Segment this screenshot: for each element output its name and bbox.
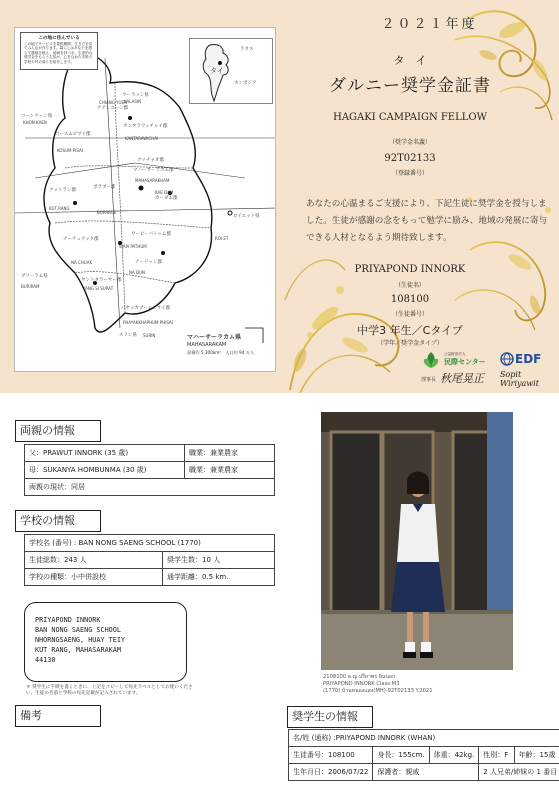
certificate-country: タ イ	[393, 54, 427, 67]
commute-distance-cell: 通学距離：0.5 km.	[163, 569, 275, 586]
age-cell: 年齢：15歳	[514, 747, 559, 764]
table-row	[25, 479, 275, 496]
photo-caption	[323, 674, 523, 695]
org-caption: 公益財団法人	[444, 352, 466, 356]
remarks-section-header: 備考	[15, 705, 101, 727]
map-label-kutrang: クットラン郡	[49, 188, 76, 193]
certificate-panel	[0, 0, 559, 393]
address-line: BAN NONG SAENG SCHOOL	[35, 626, 121, 634]
map-label-mahasarakham: マハーサーラカム郡	[133, 168, 174, 173]
certificate-year: ２０２１年度	[381, 17, 478, 32]
map-label-chiangyuen-en: CHIANG YUEN	[99, 100, 127, 105]
school-name-cell: 学校名 (番号) : BAN NONG SAENG SCHOOL (1770)	[25, 535, 275, 552]
campaign-name: HAGAKI CAMPAIGN FELLOW	[333, 112, 487, 123]
map-label-khonkaen-en: KHON KAEN	[23, 120, 47, 125]
map-label-kaedam-en: KAE DAM	[155, 190, 174, 195]
address-line: PRIYAPOND INNORK	[35, 616, 101, 624]
map-label-chiangyuen: チアンユーン郡	[97, 106, 129, 111]
mother-job-cell: 職業：兼業農家	[185, 462, 275, 479]
student-photo-image	[321, 412, 513, 670]
student-number: 108100	[390, 294, 430, 305]
map-label-buriram-en: BURIRAM	[21, 284, 40, 289]
parents-table	[24, 444, 275, 496]
sex-cell: 性別：F	[479, 747, 514, 764]
table-row	[25, 445, 275, 462]
inset-label-laos: ラオス	[240, 47, 254, 52]
map-label-roiet: ロイエット県	[233, 214, 260, 219]
map-label-kalasin-en: KALASIN	[124, 99, 142, 104]
map-label-kantarawichai: カンタラウィチャイ郡	[123, 124, 168, 129]
map-label-mahasarakham-en: MAHASARAKHAM	[135, 178, 170, 183]
birthdate-cell: 生年月日：2006/07/22	[289, 764, 373, 781]
mailing-address-label	[24, 602, 187, 682]
school-table	[24, 534, 275, 586]
height-cell: 身長：155cm.	[373, 747, 429, 764]
map-label-kutrang-en: KUT RANG	[49, 206, 70, 211]
inset-label-thailand: タイ	[210, 67, 224, 75]
student-table	[288, 729, 559, 781]
chairman-signature: 秋尾晃正	[440, 372, 484, 385]
table-row	[25, 535, 275, 552]
map-legend-body: この地でサービスを提供期間、生き方を見てみんなが作ります。暮らしはあなたを感じて農地を植え、地域を持つ水。生産的な奨学金をもらう生徒が、心を込めた手紙で学校や村の周りを紹介します。	[24, 42, 93, 64]
photo-caption-line: 2108100 ด.ญ.ปรียาพร อินนอก	[323, 674, 396, 680]
table-row	[289, 747, 559, 764]
father-job-cell: 職業：兼業農家	[185, 445, 275, 462]
student-name: PRIYAPOND INNORK	[354, 264, 466, 275]
map-label-borabue: ボラブー郡	[93, 185, 116, 190]
school-type-cell: 学校の種類：小中併設校	[25, 569, 163, 586]
edf-logo-text: EDF	[515, 352, 542, 366]
map-label-kalasin: ウーラッン県	[122, 93, 149, 98]
map-label-surin-en: SURIN	[143, 333, 156, 338]
guardian-cell: 保護者：親戚	[373, 764, 479, 781]
map-label-nachuak: ナーチュアック郡	[63, 237, 99, 242]
map-label-kosumpisai-en: KOSUM PISAI	[57, 148, 83, 153]
map-label-phayakkhaphum: パヤッカプームピサイ郡	[121, 306, 171, 311]
edf-signature: Sopit Wiriyawit	[500, 370, 539, 388]
table-row	[289, 764, 559, 781]
address-line: 44130	[35, 656, 56, 664]
map-label-kantarawichai-en: KANTARAWICHAI	[125, 136, 159, 141]
table-row	[25, 569, 275, 586]
student-name-cell: 名/姓 (通称) :PRIYAPOND INNORK (WHAN)	[289, 730, 559, 747]
map-legend-box	[20, 32, 98, 70]
total-students-cell: 生徒総数：243 人	[25, 552, 163, 569]
org-leaf-logo-icon	[421, 350, 441, 370]
map-label-kaedam: カーダム郡	[155, 196, 178, 201]
address-line: NHORNGSAENG, HUAY TEIY	[35, 636, 126, 644]
map-label-wapipathum-en: WAPI PATHUM	[119, 244, 147, 249]
map-label-roiet-en: ROI ET	[215, 236, 229, 241]
student-number-cell: 生徒番号：108100	[289, 747, 373, 764]
student-number-caption: （生徒番号）	[391, 311, 428, 318]
grade-type-caption: （学年／奨学金タイプ）	[377, 340, 443, 347]
student-name-caption: （生徒名）	[394, 282, 425, 289]
photo-caption-line: PRIYAPOND INNORK Class:M3	[323, 681, 400, 687]
address-line: KUT RANG, MAHASARAKAM	[35, 646, 121, 654]
map-province-stats: 面積約 5,300km² 人口約 94 万人	[187, 350, 255, 355]
inset-label-cambodia: カンボジア	[234, 81, 257, 86]
map-label-kutchao: クッチャオ郡	[137, 158, 164, 163]
map-label-yangsisurat-en: YANG SI SURAT	[83, 286, 114, 291]
scholars-count-cell: 奨学生数：10 人	[163, 552, 275, 569]
registration-number: 92T02133	[384, 153, 436, 164]
map-label-nachuak-en: NA CHUAK	[71, 260, 93, 265]
map-label-yangsisurat: ヤントタラーサー郡	[81, 278, 122, 283]
siblings-cell: 2 人兄弟/姉妹の 1 番目	[479, 764, 559, 781]
thailand-inset-map	[189, 38, 273, 104]
map-label-phayakkhaphum-en: PHAYAKKHAPHUM PHISAI	[123, 320, 173, 325]
school-section-header: 学校の情報	[15, 510, 101, 532]
table-row	[25, 462, 275, 479]
registration-caption: （登録番号）	[391, 170, 428, 177]
scholarship-name-caption: （奨学金名義）	[388, 139, 431, 146]
org-name: 民際センター	[444, 358, 486, 366]
table-row	[289, 730, 559, 747]
photo-caption-line: (1770) บ้านหนองแสง(MH)-92T02133 Y.2021	[323, 688, 433, 694]
parents-status-cell: 両親の現状：同居	[25, 479, 275, 496]
grade-type: 中学3 年生／Cタイプ	[357, 324, 463, 337]
student-photo	[321, 412, 513, 670]
map-province-name-en: MAHASARAKAM	[187, 342, 227, 348]
map-label-borabue-en: BORABUE	[97, 210, 117, 215]
province-map	[14, 27, 276, 372]
certificate-title: ダルニー奨学金証書	[329, 76, 491, 96]
parents-section-header: 両親の情報	[15, 420, 101, 442]
address-note: ＊ 奨学生に手紙を書くときに、上記をコピーして宛先ラベルとしてお使いください。生徒の名前と学校の宛先記載が記入されています。	[26, 685, 193, 696]
table-row	[25, 552, 275, 569]
map-label-buriram: ブリーラム県	[21, 274, 48, 279]
map-label-khonkaen: コーンケーン県	[21, 114, 53, 119]
father-cell: 父：PRAWUT INNORK (35 歳)	[25, 445, 185, 462]
map-province-name: マハーサーラカム県	[187, 334, 241, 341]
chairman-caption: 理事長	[421, 377, 437, 383]
thailand-outline-icon	[190, 39, 274, 105]
map-label-kosumpisai: コースムピサイ郡	[55, 132, 91, 137]
map-label-nadun: ナードゥン郡	[135, 260, 162, 265]
map-label-nadun-en: NA DUN	[129, 270, 145, 275]
edf-globe-logo-icon	[500, 352, 514, 366]
mother-cell: 母：SUKANYA HOMBUNMA (30 歳)	[25, 462, 185, 479]
weight-cell: 体重：42kg.	[429, 747, 479, 764]
map-label-surin: スリン県	[119, 333, 137, 338]
map-legend-title: この地に住んでいる	[38, 36, 80, 41]
map-label-wapipathum: ワーピーパトゥム郡	[131, 232, 171, 237]
student-section-header: 奨学生の情報	[287, 706, 373, 728]
certificate-message: あなたの心温まるご支援により、下記生徒に奨学金を授与しました。生徒が感謝の念をもって勉学に励み、地域の発展に寄与できる人材となるよう期待致します。	[306, 199, 548, 243]
